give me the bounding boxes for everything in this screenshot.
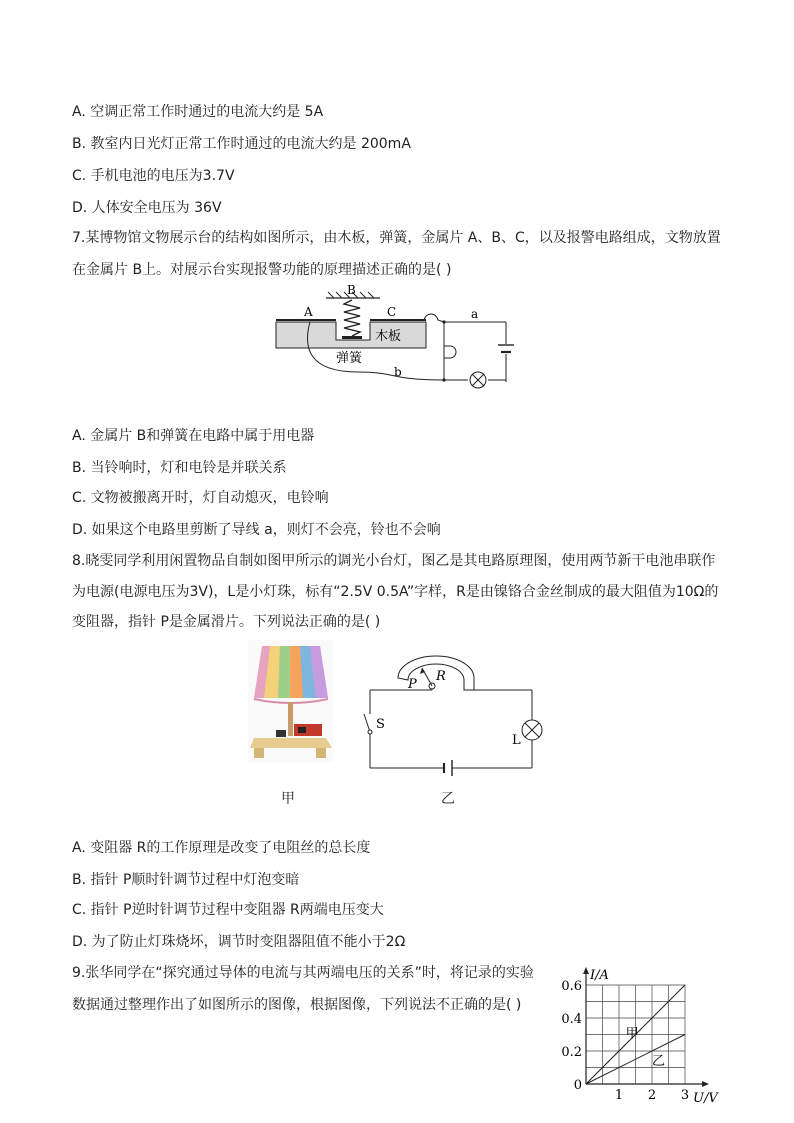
q7-display-stand-figure [268,282,528,392]
label-s: S [376,717,385,732]
label-a-metal: A [304,305,313,319]
q6-option-a: A. 空调正常工作时通过的电流大约是 5A [72,104,324,120]
q7-option-b: B. 当铃响时，灯和电铃是并联关系 [72,460,287,476]
x-axis-arrow [702,1081,709,1087]
q8-lamp-photo [248,640,334,762]
y-tick-label: 0.2 [561,1045,582,1060]
q8-option-a: A. 变阻器 R的工作原理是改变了电阻丝的总长度 [72,840,371,856]
q8-option-c: C. 指针 P逆时针调节过程中变阻器 R两端电压变大 [72,902,384,918]
caption-yi: 乙 [441,791,455,807]
label-wire-b: b [394,365,402,379]
series-label-2: 乙 [652,1053,666,1069]
q7-stem-line2: 在金属片 B上。对展示台实现报警功能的原理描述正确的是( ) [72,262,452,278]
q6-option-d: D. 人体安全电压为 36V [72,200,222,216]
label-wire-a: a [471,307,479,321]
x-tick-label: 2 [647,1088,657,1103]
q8-option-b: B. 指针 P顺时针调节过程中灯泡变暗 [72,872,300,888]
x-tick-label: 3 [680,1088,690,1103]
q8-stem-line1: 8.晓雯同学利用闲置物品自制如图甲所示的调光小台灯，图乙是其电路原理图，使用两节新干电池串联作 [72,553,716,569]
q6-option-c: C. 手机电池的电压为3.7V [72,168,235,184]
label-r: R [436,669,446,684]
q7-stem-line1: 7.某博物馆文物展示台的结构如图所示，由木板，弹簧，金属片 A、B、C，以及报警电路组成，文物放置 [72,230,721,246]
label-b-metal: B [347,283,356,297]
y-tick-label: 0.4 [561,1012,582,1027]
label-l: L [512,733,521,748]
x-tick-label: 1 [614,1088,624,1103]
y-tick-label: 0.6 [561,979,582,994]
q9-stem-line1: 9.张华同学在“探究通过导体的电流与其两端电压的关系”时，将记录的实验 [72,965,534,981]
q9-iu-chart [556,962,726,1107]
q8-stem-line3: 变阻器，指针 P是金属滑片。下列说法正确的是( ) [72,614,381,630]
q7-option-a: A. 金属片 B和弹簧在电路中属于用电器 [72,428,315,444]
q8-circuit-diagram [360,652,550,776]
x-axis-label: U/V [693,1091,718,1106]
q7-option-d: D. 如果这个电路里剪断了导线 a，则灯不会亮，铃也不会响 [72,522,441,538]
label-spring: 弹簧 [336,351,363,366]
series-label-1: 甲 [625,1026,639,1042]
q6-option-b: B. 教室内日光灯正常工作时通过的电流大约是 200mA [72,136,411,152]
label-board: 木板 [375,329,402,344]
q7-option-c: C. 文物被搬离开时，灯自动熄灭，电铃响 [72,490,329,506]
q8-stem-line2: 为电源(电源电压为3V)，L是小灯珠，标有“2.5V 0.5A”字样，R是由镍铬合金丝制成的最大阻值为10Ω的 [72,584,719,600]
y-axis-arrow [583,967,589,974]
y-tick-label: 0 [573,1078,582,1093]
q8-option-d: D. 为了防止灯珠烧坏，调节时变阻器阻值不能小于2Ω [72,934,406,950]
label-c-metal: C [387,305,397,319]
caption-jia: 甲 [281,791,295,807]
label-p: P [408,677,417,692]
y-axis-label: I/A [590,968,609,983]
q9-stem-line2: 数据通过整理作出了如图所示的图像，根据图像，下列说法不正确的是( ) [72,997,522,1013]
